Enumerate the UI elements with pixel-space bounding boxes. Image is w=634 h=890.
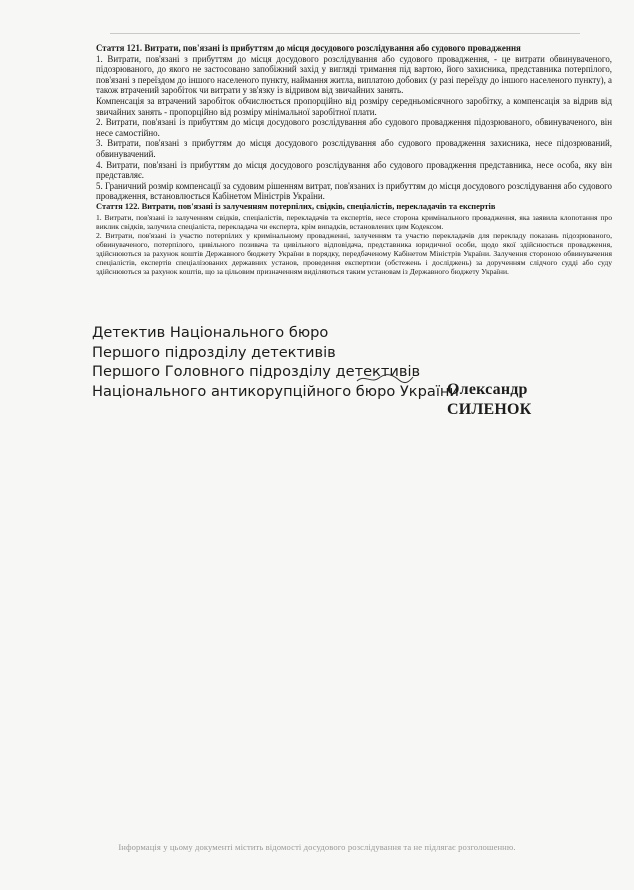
- confidentiality-footer: Інформація у цьому документі містить відомості досудового розслідування та не підлягає розголошенню.: [118, 842, 516, 852]
- signature-line-1: Детектив Національного бюро: [92, 324, 329, 341]
- signature-line-2: Першого підрозділу детективів: [92, 343, 336, 361]
- signature-block: [92, 323, 612, 418]
- article-121-p1: 1. Витрати, пов'язані з прибуттям до місця досудового розслідування або судового провадження, - це витрати обвинуваченого, підозрюваного, до якого не застосовано запобіжний захід у вигляді тримання під вартою, його захисника, представника потерпілого, пов'язані з переїздом до іншого населеного пункту, наймання житла, виплатою добових (у разі переїзду до іншого населеного пункту), а також втрачений заробіток чи витрати у зв'язку із відривом від звичайних занять.: [96, 53, 612, 96]
- article-121-p4: 4. Витрати, пов'язані із прибуттям до місця досудового розслідування або судового провадження представника, несе особа, яку він представляє.: [96, 159, 612, 181]
- article-121-p3: 3. Витрати, пов'язані з прибуттям до місця досудового розслідування або судового провадження захисника, несе підозрюваний, обвинувачений.: [96, 138, 612, 159]
- article-121-p1b: Компенсація за втрачений заробіток обчислюється пропорційно від розміру середньомісячного заробітку, а компенсація за відрив від звичайних занять - пропорційно від розміру мінімальної заробітної плати.: [96, 95, 612, 117]
- signature-line-3: Першого Головного підрозділу детективів: [92, 363, 421, 380]
- article-121-p2: 2. Витрати, пов'язані із прибуттям до місця досудового розслідування або судового провадження підозрюваного, обвинуваченого, він несе самостійно.: [96, 117, 612, 138]
- article-121-heading: Стаття 121. Витрати, пов'язані із прибуттям до місця досудового розслідування або судового провадження: [96, 43, 521, 53]
- article-122-p2: 2. Витрати, пов'язані із участю потерпілих у кримінальному провадженні, залученням та участю перекладачів для перекладу показань підозрюваного, обвинуваченого, потерпілого, цивільного позивача та цивільного відповідача, представника юридичної особи, щодо якої здійснюється провадження, здійснюються за рахунок коштів Державного бюджету України в порядку, передбаченому Кабінетом Міністрів України. Залучення стороною обвинувачення спеціалістів, експертів спеціалізованих державних установ, проведення експертизи (обстежень і досліджень) за дорученням слідчого судді або суду здійснюються за рахунок коштів, що за цільовим призначенням виділяються таким установам із Державного бюджету України.: [96, 230, 612, 277]
- signatory-name: Олександр СИЛЕНОК: [447, 381, 532, 418]
- handwritten-signature-mark: [355, 372, 415, 386]
- article-121-p5: 5. Граничний розмір компенсації за судовим рішенням витрат, пов'язаних із прибуттям до місця досудового розслідування або судового провадження, встановлюється Кабінетом Міністрів України.: [96, 180, 612, 202]
- signature-line-4: Національного антикорупційного бюро України: [92, 382, 459, 400]
- article-122-p1: 1. Витрати, пов'язані із залученням свідків, спеціалістів, перекладачів та експертів, несе сторона кримінального провадження, яка заявила клопотання про виклик свідків, залучила спеціаліста, перекладача чи експерта, крім випадків, встановлених цим Кодексом.: [96, 212, 612, 231]
- law-text: [96, 43, 612, 276]
- article-122-heading: Стаття 122. Витрати, пов'язані із залученням потерпілих, свідків, спеціалістів, перекладачів та експертів: [96, 201, 496, 211]
- top-divider: [110, 33, 580, 34]
